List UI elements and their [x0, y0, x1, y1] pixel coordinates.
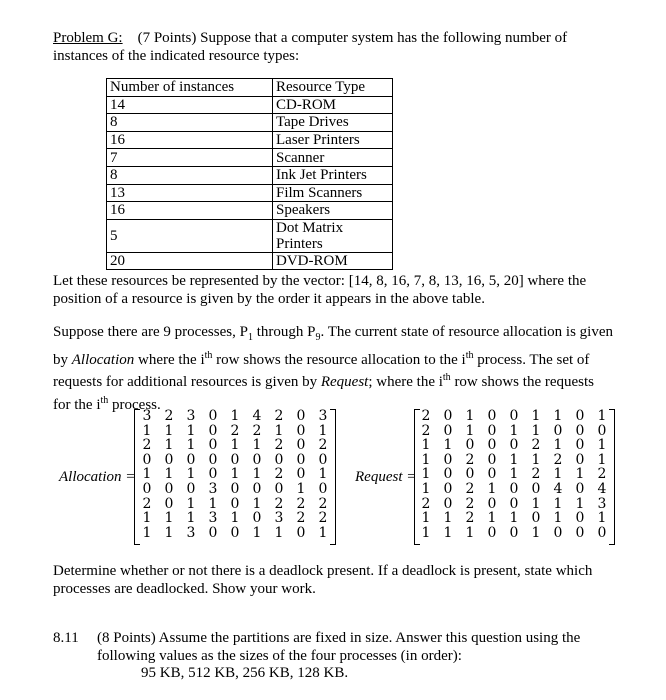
request-cell: 0: [509, 437, 519, 454]
vector-text: Let these resources be represented by the vector: [14, 8, 16, 7, 8, 13, 16, 5, 20] where the position of a resource is given by the order it appears in the above table.: [53, 273, 587, 307]
t: where the i: [134, 351, 205, 368]
request-cell: 0: [597, 422, 607, 439]
table-row: [107, 184, 393, 202]
table-header: [107, 79, 393, 97]
request-cell: 1: [509, 422, 519, 439]
instance-count: 5: [107, 219, 273, 252]
question-number: 8.11: [53, 630, 79, 646]
allocation-cell: 1: [186, 466, 196, 483]
request-cell: 0: [509, 480, 519, 497]
resource-type: Scanner: [273, 149, 393, 167]
request-cell: 0: [443, 480, 453, 497]
t: row shows the resource allocation to the i: [212, 351, 466, 368]
request-cell: 3: [597, 495, 607, 512]
allocation-cell: 1: [230, 466, 240, 483]
request-cell: 0: [531, 510, 541, 527]
header-instances: Number of instances: [107, 79, 273, 97]
allocation-cell: 0: [274, 451, 284, 468]
allocation-cell: 2: [142, 437, 152, 454]
resource-type: CD-ROM: [273, 96, 393, 114]
allocation-cell: 0: [296, 466, 306, 483]
resource-type: DVD-ROM: [273, 252, 393, 270]
allocation-cell: 1: [274, 422, 284, 439]
allocation-label: Allocation =: [59, 469, 136, 485]
resource-type: Tape Drives: [273, 114, 393, 132]
question-text: (8 Points) Assume the partitions are fixed in size. Answer this question using the following values as the sizes of the four processes (in order):: [97, 630, 581, 664]
table-row: [107, 166, 393, 184]
allocation-cell: 0: [296, 422, 306, 439]
t: 9: [315, 332, 321, 343]
request-cell: 0: [465, 466, 475, 483]
allocation-cell: 1: [296, 480, 306, 497]
request-cell: 1: [597, 408, 607, 424]
request-cell: 1: [509, 451, 519, 468]
allocation-cell: 1: [142, 466, 152, 483]
request-cell: 1: [531, 524, 541, 541]
allocation-cell: 0: [186, 480, 196, 497]
allocation-cell: 3: [318, 408, 328, 424]
allocation-cell: 3: [274, 510, 284, 527]
request-cell: 0: [443, 408, 453, 424]
request-cell: 0: [443, 466, 453, 483]
t: th: [100, 394, 109, 406]
request-cell: 1: [531, 495, 541, 512]
allocation-cell: 0: [230, 495, 240, 512]
allocation-cell: 2: [318, 510, 328, 527]
allocation-cell: 0: [164, 480, 174, 497]
request-cell: 1: [421, 480, 431, 497]
request-cell: 0: [553, 524, 563, 541]
request-cell: 1: [487, 480, 497, 497]
allocation-cell: 0: [164, 451, 174, 468]
allocation-cell: 0: [208, 524, 218, 541]
request-cell: 1: [465, 422, 475, 439]
request-cell: 2: [465, 495, 475, 512]
t: through P: [252, 324, 316, 340]
request-cell: 1: [421, 437, 431, 454]
allocation-cell: 2: [274, 466, 284, 483]
request-cell: 1: [531, 422, 541, 439]
request-cell: 1: [487, 510, 497, 527]
allocation-cell: 1: [142, 510, 152, 527]
request-cell: 0: [487, 451, 497, 468]
t: ; where the i: [368, 374, 443, 390]
allocation-cell: 1: [318, 524, 328, 541]
table-row: [107, 114, 393, 132]
allocation-cell: 1: [252, 524, 262, 541]
t: 1: [247, 332, 253, 343]
request-cell: 1: [443, 437, 453, 454]
determine-text: Determine whether or not there is a deadlock present. If a deadlock is present, state which processes are deadlocked. Show your work.: [53, 563, 593, 597]
allocation-cell: 1: [318, 466, 328, 483]
t: process.: [108, 396, 161, 413]
allocation-cell: 2: [274, 408, 284, 424]
processes-text: [53, 324, 613, 414]
request-label: Request =: [355, 469, 417, 485]
allocation-cell: 3: [208, 480, 218, 497]
request-cell: 2: [531, 437, 541, 454]
request-cell: 0: [443, 451, 453, 468]
request-cell: 1: [553, 437, 563, 454]
request-cell: 4: [553, 480, 563, 497]
request-cell: 0: [575, 437, 585, 454]
request-matrix: [415, 409, 613, 540]
resource-type: Speakers: [273, 202, 393, 220]
request-cell: 1: [443, 524, 453, 541]
request-cell: 0: [487, 408, 497, 424]
allocation-cell: 0: [252, 510, 262, 527]
instance-count: 8: [107, 166, 273, 184]
request-cell: 1: [597, 451, 607, 468]
allocation-cell: 1: [186, 437, 196, 454]
request-cell: 2: [421, 422, 431, 439]
table-row: [107, 96, 393, 114]
allocation-cell: 2: [296, 510, 306, 527]
t: th: [465, 349, 474, 361]
allocation-cell: 1: [164, 437, 174, 454]
allocation-cell: 0: [142, 480, 152, 497]
request-cell: 1: [597, 437, 607, 454]
request-cell: 2: [553, 451, 563, 468]
allocation-cell: 1: [252, 437, 262, 454]
request-cell: 1: [421, 524, 431, 541]
request-cell: 2: [597, 466, 607, 483]
allocation-cell: 4: [252, 408, 262, 424]
request-cell: 0: [509, 524, 519, 541]
resource-type: Film Scanners: [273, 184, 393, 202]
allocation-cell: 1: [318, 422, 328, 439]
request-cell: 0: [443, 422, 453, 439]
allocation-cell: 1: [164, 422, 174, 439]
resource-table: [106, 78, 393, 270]
request-cell: 2: [465, 480, 475, 497]
allocation-cell: 1: [230, 437, 240, 454]
request-cell: 0: [531, 480, 541, 497]
t: th: [442, 372, 451, 383]
allocation-cell: 1: [142, 422, 152, 439]
request-cell: 2: [421, 495, 431, 512]
request-cell: 1: [421, 466, 431, 483]
allocation-cell: 1: [164, 524, 174, 541]
request-cell: 0: [443, 495, 453, 512]
t: . The current state of resource allocation is given by: [53, 324, 613, 368]
allocation-cell: 0: [296, 408, 306, 424]
request-cell: 1: [531, 408, 541, 424]
instance-count: 20: [107, 252, 273, 270]
t: row shows the requests for the i: [53, 374, 595, 413]
allocation-cell: 0: [208, 466, 218, 483]
allocation-cell: 3: [142, 408, 152, 424]
allocation-cell: 0: [252, 451, 262, 468]
request-cell: 2: [465, 510, 475, 527]
problem-intro: [53, 30, 613, 65]
allocation-cell: 0: [208, 437, 218, 454]
request-cell: 0: [487, 422, 497, 439]
allocation-cell: 2: [164, 408, 174, 424]
allocation-cell: 3: [186, 524, 196, 541]
resource-type: Dot Matrix Printers: [273, 219, 393, 252]
header-type: Resource Type: [273, 79, 393, 97]
allocation-cell: 2: [252, 422, 262, 439]
allocation-cell: 0: [296, 451, 306, 468]
instance-count: 14: [107, 96, 273, 114]
allocation-cell: 2: [318, 437, 328, 454]
allocation-cell: 0: [142, 451, 152, 468]
request-cell: 0: [487, 495, 497, 512]
request-cell: 1: [421, 451, 431, 468]
allocation-cell: 2: [142, 495, 152, 512]
request-cell: 0: [465, 437, 475, 454]
table-row: [107, 202, 393, 220]
allocation-cell: 2: [318, 495, 328, 512]
request-cell: 1: [553, 408, 563, 424]
request-cell: 4: [597, 480, 607, 497]
request-cell: 0: [575, 524, 585, 541]
allocation-cell: 0: [318, 451, 328, 468]
instance-count: 8: [107, 114, 273, 132]
instance-count: 13: [107, 184, 273, 202]
request-cell: 2: [531, 466, 541, 483]
instance-count: 7: [107, 149, 273, 167]
allocation-cell: 0: [186, 451, 196, 468]
request-cell: 0: [575, 422, 585, 439]
allocation-cell: 1: [230, 510, 240, 527]
allocation-cell: 0: [274, 480, 284, 497]
t: Allocation: [71, 351, 135, 368]
request-cell: 0: [575, 510, 585, 527]
request-cell: 0: [575, 451, 585, 468]
allocation-cell: 0: [296, 524, 306, 541]
request-cell: 0: [597, 524, 607, 541]
allocation-cell: 1: [230, 408, 240, 424]
problem-text: (7 Points) Suppose that a computer system has the following number of instances of the indicated resource types:: [53, 30, 568, 64]
t: th: [204, 349, 213, 361]
request-cell: 1: [465, 524, 475, 541]
allocation-cell: 3: [186, 408, 196, 424]
allocation-cell: 0: [230, 480, 240, 497]
t: process. The set of requests for additional resources is given by: [53, 351, 590, 390]
allocation-cell: 1: [274, 524, 284, 541]
request-cell: 1: [553, 466, 563, 483]
bracket-right: [330, 409, 336, 545]
allocation-cell: 0: [252, 480, 262, 497]
t: Suppose there are 9 processes, P: [53, 324, 248, 340]
request-cell: 1: [575, 466, 585, 483]
request-cell: 1: [421, 510, 431, 527]
table-row: [107, 149, 393, 167]
resource-type: Ink Jet Printers: [273, 166, 393, 184]
allocation-cell: 1: [186, 510, 196, 527]
request-cell: 1: [553, 495, 563, 512]
request-cell: 0: [575, 408, 585, 424]
request-cell: 1: [465, 408, 475, 424]
request-cell: 1: [597, 510, 607, 527]
allocation-cell: 2: [230, 422, 240, 439]
allocation-cell: 1: [208, 495, 218, 512]
request-cell: 0: [487, 437, 497, 454]
request-cell: 1: [509, 510, 519, 527]
allocation-cell: 2: [296, 495, 306, 512]
allocation-cell: 3: [208, 510, 218, 527]
allocation-cell: 2: [274, 437, 284, 454]
allocation-cell: 1: [186, 495, 196, 512]
request-cell: 1: [575, 495, 585, 512]
allocation-cell: 0: [230, 451, 240, 468]
t: Request: [320, 374, 369, 390]
process-sizes: 95 KB, 512 KB, 256 KB, 128 KB.: [141, 665, 349, 681]
request-cell: 0: [553, 422, 563, 439]
request-cell: 2: [421, 408, 431, 424]
request-cell: 0: [509, 495, 519, 512]
allocation-cell: 0: [208, 451, 218, 468]
allocation-cell: 1: [252, 495, 262, 512]
request-cell: 0: [575, 480, 585, 497]
instance-count: 16: [107, 131, 273, 149]
request-cell: 0: [509, 408, 519, 424]
request-cell: 1: [531, 451, 541, 468]
request-cell: 0: [487, 466, 497, 483]
table-row: [107, 219, 393, 252]
instance-count: 16: [107, 202, 273, 220]
allocation-cell: 2: [274, 495, 284, 512]
allocation-cell: 0: [318, 480, 328, 497]
table-row: [107, 131, 393, 149]
allocation-cell: 0: [164, 495, 174, 512]
allocation-cell: 0: [208, 408, 218, 424]
allocation-cell: 1: [164, 466, 174, 483]
request-cell: 1: [443, 510, 453, 527]
allocation-cell: 1: [186, 422, 196, 439]
request-cell: 0: [487, 524, 497, 541]
allocation-matrix: [136, 409, 334, 540]
allocation-cell: 0: [230, 524, 240, 541]
allocation-cell: 1: [252, 466, 262, 483]
request-cell: 2: [465, 451, 475, 468]
allocation-cell: 0: [208, 422, 218, 439]
request-cell: 1: [509, 466, 519, 483]
request-cell: 1: [553, 510, 563, 527]
allocation-cell: 1: [164, 510, 174, 527]
allocation-cell: 1: [142, 524, 152, 541]
resource-type: Laser Printers: [273, 131, 393, 149]
table-row: [107, 252, 393, 270]
bracket-right: [609, 409, 615, 545]
problem-label: Problem G:: [53, 30, 123, 46]
allocation-cell: 0: [296, 437, 306, 454]
